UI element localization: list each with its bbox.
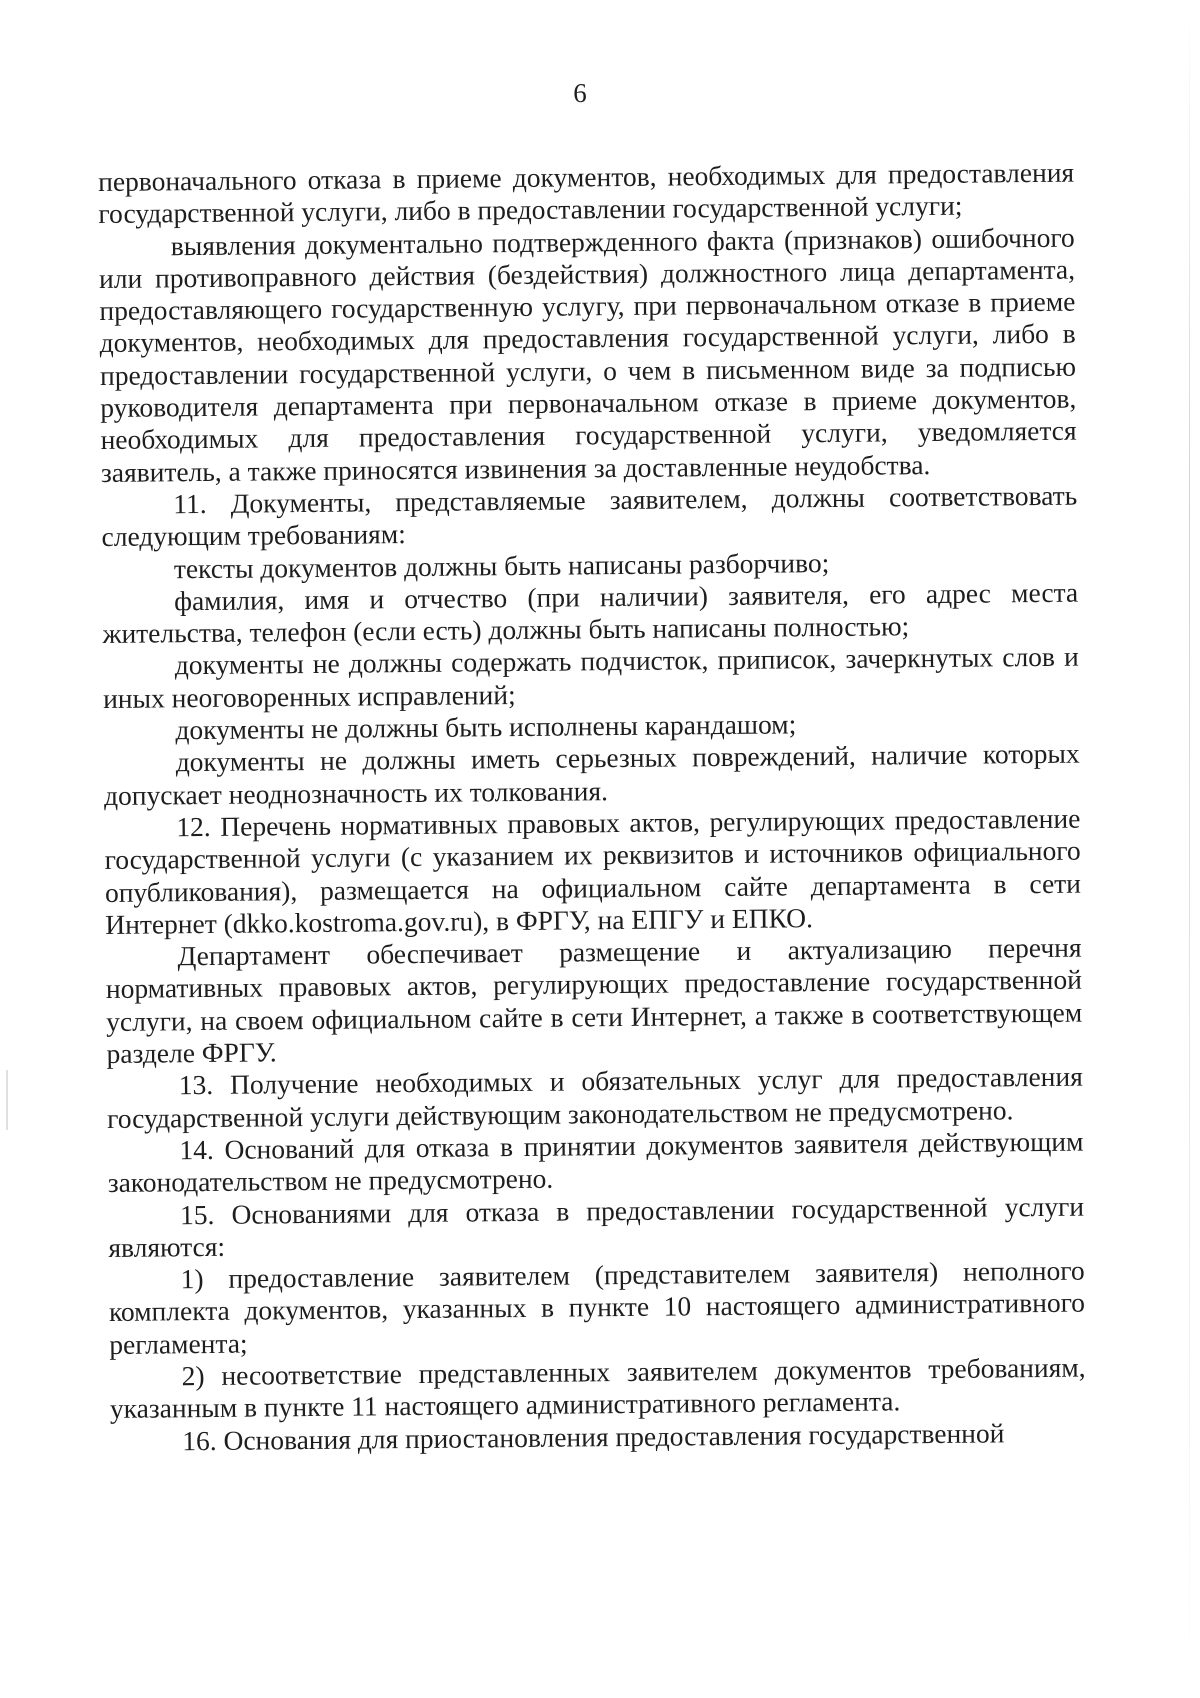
paragraph-requirement-legible: тексты документов должны быть написаны разборчиво; [173,546,830,584]
page-number: 6 [573,78,587,108]
paragraph-requirement-full-name: фамилия, имя и отчество (при наличии) заявителя, его адрес места жительства, телефон (если есть) должны быть написаны полностью; [102,576,1079,650]
paragraph-requirement-no-damage: документы не должны иметь серьезных повреждений, наличие которых допускает неоднозначность их толкования. [103,737,1080,811]
paragraph-item-12: 12. Перечень нормативных правовых актов, регулирующих предоставление государственной услуги (с указанием их реквизитов и источников официального опубликования), размещается на официальном сайте департамента в сети Интернет (dkko.kostroma.gov.ru), в ФРГУ, на ЕПГУ и ЕПКО. [104,802,1082,940]
paragraph-requirement-no-corrections: документы не должны содержать подчисток, приписок, зачеркнутых слов и иных неоговоренных исправлений; [102,641,1079,714]
scan-edge-shadow [1189,0,1190,1698]
paragraph-requirement-no-pencil: документы не должны быть исполнены карандашом; [175,708,797,746]
paragraph-item-16: 16. Основания для приостановления предоставления государственной [182,1416,1005,1456]
paragraph-item-13: 13. Получение необходимых и обязательных услуг для предоставления государственной услуги действующим законодательством не предусмотрено. [106,1060,1083,1134]
paragraph-item-14: 14. Оснований для отказа в принятии документов заявителя действующим законодательством не предусмотрено. [107,1125,1084,1199]
document-body [98,157,1086,1458]
scan-margin-mark [6,1070,8,1130]
paragraph-item-15: 15. Основаниями для отказа в предоставлении государственной услуги являются: [108,1190,1085,1263]
paragraph-detection-case: выявления документально подтвержденного факта (признаков) ошибочного или противоправного действия (бездействия) должностного лица департамента, предоставляющего государственную услугу, при первоначальном отказе в приеме документов, необходимых для предоставления государственной услуги, либо в предоставлении государственной услуги, о чем в письменном виде за подписью руководителя департамента при первоначальном отказе в приеме документов, необходимых для предоставления государственной услуги, уведомляется заявитель, а также приносятся извинения за доставленные неудобства. [98,221,1077,488]
paragraph-item-11: 11. Документы, представляемые заявителем, должны соответствовать следующим требованиям: [101,479,1078,553]
paragraph-department-publication: Департамент обеспечивает размещение и актуализацию перечня нормативных правовых актов, регулирующих предоставление государственной услуги, на своем официальном сайте в сети Интернет, а также в соответствующем разделе ФРГУ. [105,931,1083,1069]
paragraph-refusal-reason-2: 2) несоответствие представленных заявителем документов требованиям, указанным в пункте 11 настоящего административного регламента. [109,1351,1086,1425]
paragraph-refusal-reason-1: 1) предоставление заявителем (представителем заявителя) неполного комплекта документов, указанных в пункте 10 настоящего административного регламента; [108,1254,1086,1360]
paragraph-continuation: первоначального отказа в приеме документов, необходимых для предоставления государственной услуги, либо в предоставлении государственной услуги; [98,156,1075,230]
